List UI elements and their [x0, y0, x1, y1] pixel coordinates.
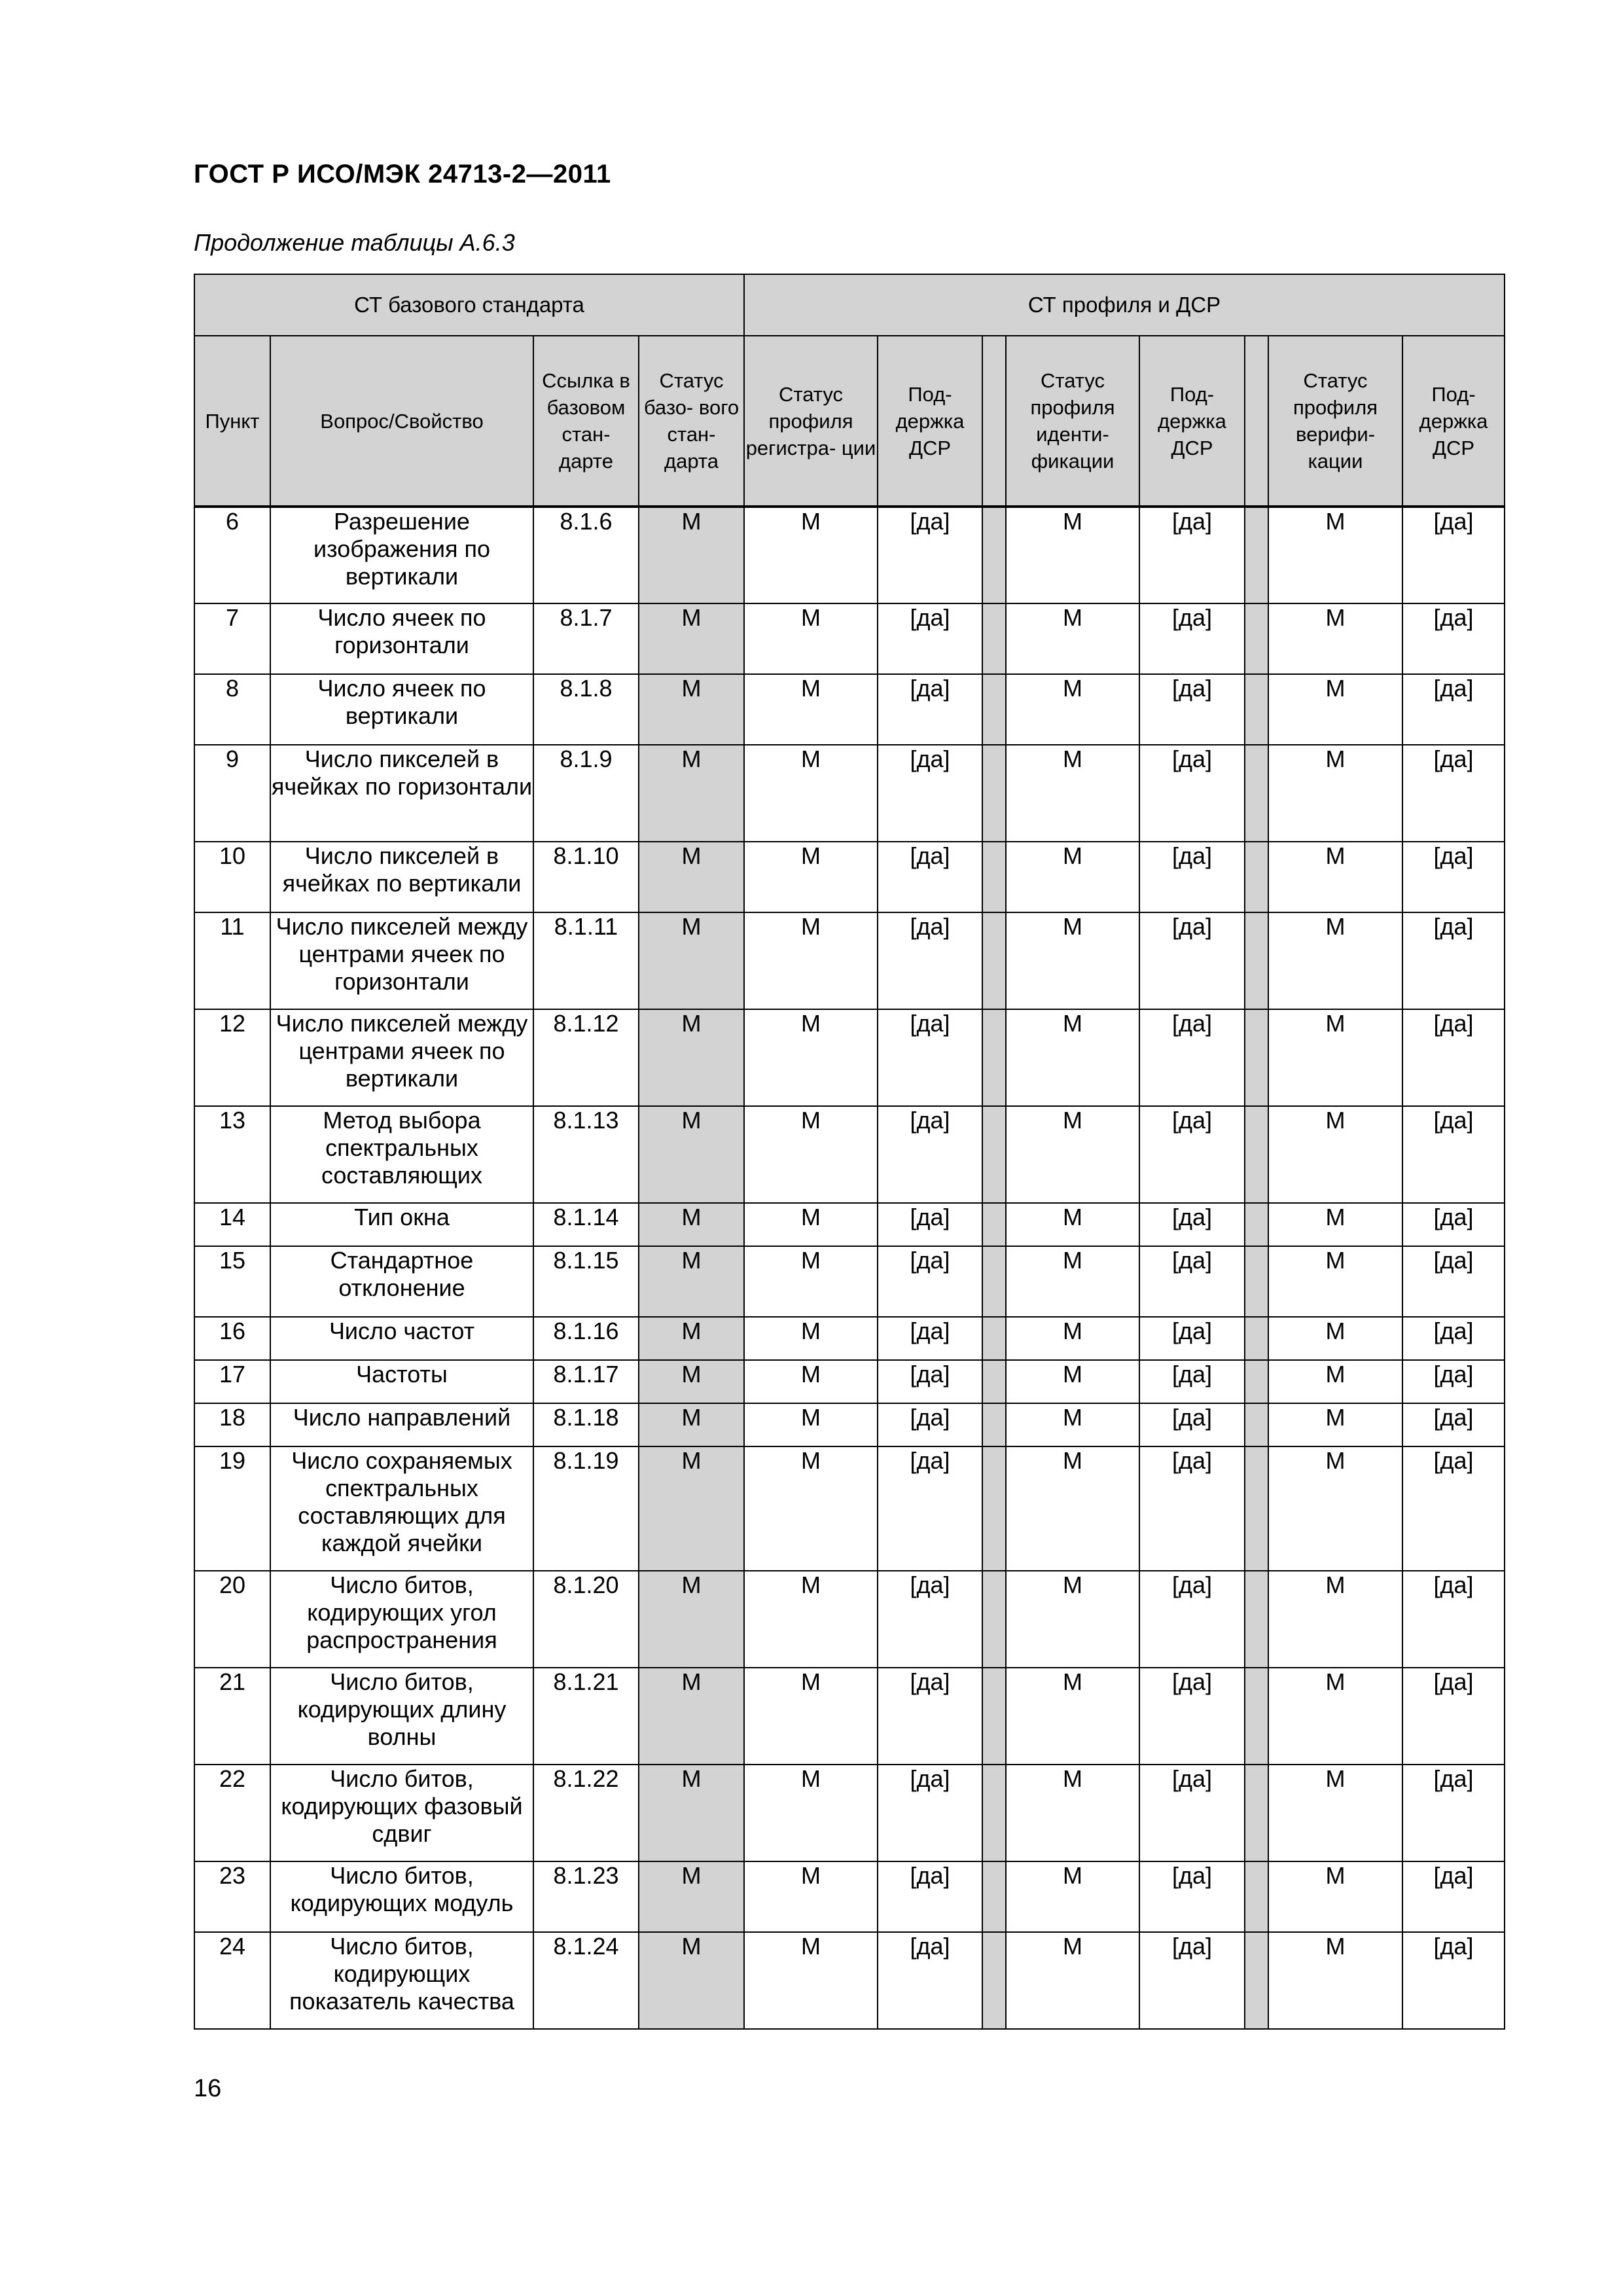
cell-separator	[982, 1861, 1006, 1932]
cell-separator	[982, 1932, 1006, 2029]
cell-ver-status: М	[1268, 1246, 1402, 1317]
cell-item: 20	[194, 1571, 270, 1668]
cell-separator	[982, 1106, 1006, 1203]
cell-id-status: М	[1006, 1403, 1139, 1446]
cell-separator	[1245, 674, 1268, 745]
cell-id-support: [да]	[1139, 1360, 1245, 1403]
cell-id-support: [да]	[1139, 1106, 1245, 1203]
cell-question: Число направлений	[270, 1403, 533, 1446]
cell-reg-status: М	[744, 1106, 878, 1203]
cell-reg-status: М	[744, 1009, 878, 1106]
cell-reg-status: М	[744, 1246, 878, 1317]
cell-base-status: М	[639, 842, 744, 912]
table-row	[194, 912, 1505, 1009]
cell-ver-support: [да]	[1402, 1106, 1505, 1203]
cell-reg-support: [да]	[878, 1009, 982, 1106]
cell-reference: 8.1.24	[533, 1932, 639, 2029]
table-row	[194, 1403, 1505, 1446]
table-row	[194, 1009, 1505, 1106]
col-header-item: Пункт	[194, 336, 270, 507]
table-row	[194, 674, 1505, 745]
cell-id-support: [да]	[1139, 1203, 1245, 1246]
cell-base-status: М	[639, 674, 744, 745]
cell-separator	[982, 745, 1006, 842]
cell-ver-status: М	[1268, 1360, 1402, 1403]
cell-reg-support: [да]	[878, 745, 982, 842]
cell-id-status: М	[1006, 1246, 1139, 1317]
cell-reference: 8.1.16	[533, 1317, 639, 1360]
table-row	[194, 1765, 1505, 1861]
cell-item: 24	[194, 1932, 270, 2029]
cell-id-status: М	[1006, 1765, 1139, 1861]
col-header-question: Вопрос/Свойство	[270, 336, 533, 507]
cell-reg-support: [да]	[878, 507, 982, 603]
cell-ver-support: [да]	[1402, 842, 1505, 912]
cell-item: 21	[194, 1668, 270, 1765]
cell-ver-support: [да]	[1402, 745, 1505, 842]
cell-item: 22	[194, 1765, 270, 1861]
cell-reg-support: [да]	[878, 1932, 982, 2029]
cell-item: 16	[194, 1317, 270, 1360]
cell-id-status: М	[1006, 1360, 1139, 1403]
col-header-reg-support: Под- держка ДСР	[878, 336, 982, 507]
cell-question: Число битов, кодирующих фазовый сдвиг	[270, 1765, 533, 1861]
cell-id-status: М	[1006, 1446, 1139, 1571]
cell-question: Число ячеек по вертикали	[270, 674, 533, 745]
cell-reg-status: М	[744, 1360, 878, 1403]
cell-separator	[1245, 1571, 1268, 1668]
cell-id-status: М	[1006, 912, 1139, 1009]
cell-id-support: [да]	[1139, 603, 1245, 674]
cell-base-status: М	[639, 1765, 744, 1861]
group-header-profile: СТ профиля и ДСР	[744, 274, 1505, 336]
cell-reg-support: [да]	[878, 603, 982, 674]
col-separator	[982, 336, 1006, 507]
cell-question: Число битов, кодирующих угол распространения	[270, 1571, 533, 1668]
table-body	[194, 507, 1505, 2029]
col-header-reg-status: Статус профиля регистра- ции	[744, 336, 878, 507]
cell-base-status: М	[639, 912, 744, 1009]
cell-separator	[982, 1446, 1006, 1571]
cell-id-support: [да]	[1139, 674, 1245, 745]
cell-ver-support: [да]	[1402, 1668, 1505, 1765]
cell-base-status: М	[639, 1668, 744, 1765]
cell-reg-support: [да]	[878, 1106, 982, 1203]
cell-reference: 8.1.21	[533, 1668, 639, 1765]
cell-reference: 8.1.15	[533, 1246, 639, 1317]
col-header-ver-status: Статус профиля верифи- кации	[1268, 336, 1402, 507]
cell-separator	[1245, 1403, 1268, 1446]
cell-reference: 8.1.7	[533, 603, 639, 674]
col-header-base-status: Статус базо- вого стан- дарта	[639, 336, 744, 507]
cell-id-status: М	[1006, 1203, 1139, 1246]
col-header-id-status: Статус профиля иденти- фикации	[1006, 336, 1139, 507]
cell-base-status: М	[639, 1861, 744, 1932]
cell-separator	[982, 674, 1006, 745]
cell-ver-status: М	[1268, 1106, 1402, 1203]
cell-id-support: [да]	[1139, 1246, 1245, 1317]
cell-reg-status: М	[744, 1932, 878, 2029]
cell-item: 9	[194, 745, 270, 842]
cell-item: 12	[194, 1009, 270, 1106]
cell-reference: 8.1.22	[533, 1765, 639, 1861]
cell-ver-status: М	[1268, 674, 1402, 745]
table-row	[194, 1106, 1505, 1203]
cell-reference: 8.1.20	[533, 1571, 639, 1668]
cell-reg-status: М	[744, 912, 878, 1009]
cell-ver-support: [да]	[1402, 1571, 1505, 1668]
cell-base-status: М	[639, 1932, 744, 2029]
cell-id-support: [да]	[1139, 1668, 1245, 1765]
cell-base-status: М	[639, 507, 744, 603]
cell-question: Разрешение изображения по вертикали	[270, 507, 533, 603]
cell-separator	[1245, 1246, 1268, 1317]
cell-id-status: М	[1006, 745, 1139, 842]
cell-item: 19	[194, 1446, 270, 1571]
cell-reference: 8.1.23	[533, 1861, 639, 1932]
cell-id-status: М	[1006, 1009, 1139, 1106]
cell-item: 17	[194, 1360, 270, 1403]
cell-question: Число пикселей в ячейках по вертикали	[270, 842, 533, 912]
cell-id-status: М	[1006, 1932, 1139, 2029]
cell-question: Число ячеек по горизонтали	[270, 603, 533, 674]
cell-separator	[982, 842, 1006, 912]
cell-ver-support: [да]	[1402, 603, 1505, 674]
group-header-base: СТ базового стандарта	[194, 274, 744, 336]
cell-id-status: М	[1006, 674, 1139, 745]
cell-ver-support: [да]	[1402, 1932, 1505, 2029]
table-row	[194, 745, 1505, 842]
cell-ver-status: М	[1268, 1009, 1402, 1106]
cell-item: 23	[194, 1861, 270, 1932]
cell-question: Число битов, кодирующих длину волны	[270, 1668, 533, 1765]
cell-question: Стандартное отклонение	[270, 1246, 533, 1317]
cell-reg-support: [да]	[878, 842, 982, 912]
cell-base-status: М	[639, 1446, 744, 1571]
table-row	[194, 603, 1505, 674]
cell-reference: 8.1.12	[533, 1009, 639, 1106]
cell-reg-status: М	[744, 1571, 878, 1668]
cell-reference: 8.1.6	[533, 507, 639, 603]
cell-reference: 8.1.10	[533, 842, 639, 912]
cell-question: Число частот	[270, 1317, 533, 1360]
cell-ver-support: [да]	[1402, 1246, 1505, 1317]
table-row	[194, 1360, 1505, 1403]
cell-id-support: [да]	[1139, 1009, 1245, 1106]
cell-ver-status: М	[1268, 1203, 1402, 1246]
cell-separator	[1245, 1668, 1268, 1765]
cell-separator	[982, 1403, 1006, 1446]
cell-id-support: [да]	[1139, 1932, 1245, 2029]
cell-separator	[982, 1009, 1006, 1106]
cell-separator	[982, 1668, 1006, 1765]
cell-reg-support: [да]	[878, 1446, 982, 1571]
cell-reg-support: [да]	[878, 1203, 982, 1246]
table-row	[194, 1861, 1505, 1932]
cell-question: Метод выбора спектральных составляющих	[270, 1106, 533, 1203]
column-header-row	[194, 336, 1505, 507]
cell-ver-status: М	[1268, 1765, 1402, 1861]
cell-item: 18	[194, 1403, 270, 1446]
cell-question: Число битов, кодирующих модуль	[270, 1861, 533, 1932]
cell-base-status: М	[639, 1571, 744, 1668]
cell-separator	[982, 1246, 1006, 1317]
cell-separator	[982, 507, 1006, 603]
cell-reference: 8.1.19	[533, 1446, 639, 1571]
cell-separator	[982, 1571, 1006, 1668]
cell-separator	[1245, 1203, 1268, 1246]
cell-reg-support: [да]	[878, 1360, 982, 1403]
cell-ver-status: М	[1268, 912, 1402, 1009]
cell-ver-status: М	[1268, 1446, 1402, 1571]
table-row	[194, 1668, 1505, 1765]
cell-reference: 8.1.11	[533, 912, 639, 1009]
cell-question: Частоты	[270, 1360, 533, 1403]
cell-separator	[1245, 507, 1268, 603]
cell-reg-support: [да]	[878, 674, 982, 745]
cell-separator	[1245, 603, 1268, 674]
cell-reg-status: М	[744, 507, 878, 603]
cell-question: Число пикселей в ячейках по горизонтали	[270, 745, 533, 842]
cell-separator	[982, 1203, 1006, 1246]
cell-reg-status: М	[744, 1446, 878, 1571]
cell-separator	[1245, 1765, 1268, 1861]
table-row	[194, 1446, 1505, 1571]
cell-separator	[982, 1360, 1006, 1403]
cell-ver-status: М	[1268, 507, 1402, 603]
cell-separator	[982, 1317, 1006, 1360]
cell-separator	[1245, 1932, 1268, 2029]
cell-separator	[1245, 1360, 1268, 1403]
cell-item: 10	[194, 842, 270, 912]
cell-reg-status: М	[744, 1203, 878, 1246]
cell-question: Тип окна	[270, 1203, 533, 1246]
cell-reference: 8.1.14	[533, 1203, 639, 1246]
cell-ver-status: М	[1268, 745, 1402, 842]
cell-item: 15	[194, 1246, 270, 1317]
cell-ver-support: [да]	[1402, 1403, 1505, 1446]
cell-item: 11	[194, 912, 270, 1009]
cell-ver-status: М	[1268, 1317, 1402, 1360]
table-row	[194, 1571, 1505, 1668]
cell-ver-status: М	[1268, 1932, 1402, 2029]
cell-reg-support: [да]	[878, 1571, 982, 1668]
table-row	[194, 842, 1505, 912]
cell-reg-status: М	[744, 745, 878, 842]
cell-reg-support: [да]	[878, 1246, 982, 1317]
cell-ver-status: М	[1268, 1403, 1402, 1446]
cell-item: 7	[194, 603, 270, 674]
cell-ver-support: [да]	[1402, 1765, 1505, 1861]
cell-ver-support: [да]	[1402, 1203, 1505, 1246]
cell-reference: 8.1.9	[533, 745, 639, 842]
cell-reference: 8.1.17	[533, 1360, 639, 1403]
col-separator	[1245, 336, 1268, 507]
cell-separator	[982, 1765, 1006, 1861]
cell-id-support: [да]	[1139, 1317, 1245, 1360]
cell-question: Число пикселей между центрами ячеек по вертикали	[270, 1009, 533, 1106]
table-row	[194, 1203, 1505, 1246]
col-header-id-support: Под- держка ДСР	[1139, 336, 1245, 507]
cell-reg-support: [да]	[878, 912, 982, 1009]
cell-separator	[1245, 1861, 1268, 1932]
cell-id-support: [да]	[1139, 1446, 1245, 1571]
cell-question: Число пикселей между центрами ячеек по горизонтали	[270, 912, 533, 1009]
cell-ver-support: [да]	[1402, 507, 1505, 603]
cell-id-status: М	[1006, 1861, 1139, 1932]
cell-separator	[1245, 1446, 1268, 1571]
cell-id-support: [да]	[1139, 745, 1245, 842]
cell-reg-status: М	[744, 1861, 878, 1932]
table-row	[194, 1317, 1505, 1360]
cell-item: 6	[194, 507, 270, 603]
cell-ver-support: [да]	[1402, 1009, 1505, 1106]
cell-base-status: М	[639, 1106, 744, 1203]
cell-id-support: [да]	[1139, 507, 1245, 603]
cell-reg-support: [да]	[878, 1765, 982, 1861]
cell-reg-status: М	[744, 603, 878, 674]
group-header-row	[194, 274, 1505, 336]
col-header-reference: Ссылка в базовом стан- дарте	[533, 336, 639, 507]
cell-id-status: М	[1006, 1571, 1139, 1668]
cell-ver-status: М	[1268, 1668, 1402, 1765]
requirements-table	[194, 274, 1505, 2030]
cell-reg-status: М	[744, 1403, 878, 1446]
cell-reg-support: [да]	[878, 1403, 982, 1446]
cell-ver-status: М	[1268, 1861, 1402, 1932]
cell-ver-status: М	[1268, 603, 1402, 674]
document-title: ГОСТ Р ИСО/МЭК 24713-2—2011	[194, 160, 611, 188]
table-row	[194, 1932, 1505, 2029]
cell-item: 8	[194, 674, 270, 745]
cell-id-status: М	[1006, 842, 1139, 912]
col-header-ver-support: Под- держка ДСР	[1402, 336, 1505, 507]
cell-reg-status: М	[744, 1765, 878, 1861]
cell-ver-support: [да]	[1402, 912, 1505, 1009]
cell-base-status: М	[639, 1203, 744, 1246]
cell-id-support: [да]	[1139, 842, 1245, 912]
cell-reg-support: [да]	[878, 1861, 982, 1932]
cell-separator	[982, 912, 1006, 1009]
cell-separator	[1245, 842, 1268, 912]
cell-base-status: М	[639, 603, 744, 674]
cell-item: 14	[194, 1203, 270, 1246]
cell-base-status: М	[639, 1317, 744, 1360]
cell-reg-support: [да]	[878, 1317, 982, 1360]
cell-reference: 8.1.18	[533, 1403, 639, 1446]
cell-id-support: [да]	[1139, 1403, 1245, 1446]
cell-separator	[1245, 912, 1268, 1009]
cell-reg-status: М	[744, 842, 878, 912]
cell-reg-status: М	[744, 1668, 878, 1765]
cell-separator	[1245, 1106, 1268, 1203]
cell-separator	[1245, 745, 1268, 842]
table-row	[194, 507, 1505, 603]
cell-reg-status: М	[744, 674, 878, 745]
cell-separator	[982, 603, 1006, 674]
cell-base-status: М	[639, 1403, 744, 1446]
cell-id-support: [да]	[1139, 1861, 1245, 1932]
cell-base-status: М	[639, 745, 744, 842]
page-number: 16	[194, 2075, 222, 2102]
cell-id-status: М	[1006, 507, 1139, 603]
cell-id-status: М	[1006, 603, 1139, 674]
cell-id-support: [да]	[1139, 1571, 1245, 1668]
cell-id-support: [да]	[1139, 912, 1245, 1009]
cell-ver-support: [да]	[1402, 1446, 1505, 1571]
cell-ver-support: [да]	[1402, 1861, 1505, 1932]
cell-base-status: М	[639, 1360, 744, 1403]
cell-ver-support: [да]	[1402, 1317, 1505, 1360]
cell-reg-status: М	[744, 1317, 878, 1360]
cell-separator	[1245, 1009, 1268, 1106]
cell-separator	[1245, 1317, 1268, 1360]
cell-question: Число сохраняемых спектральных составляющих для каждой ячейки	[270, 1446, 533, 1571]
cell-reference: 8.1.8	[533, 674, 639, 745]
table-caption: Продолжение таблицы А.6.3	[194, 229, 515, 256]
cell-base-status: М	[639, 1246, 744, 1317]
cell-reference: 8.1.13	[533, 1106, 639, 1203]
cell-ver-support: [да]	[1402, 674, 1505, 745]
cell-ver-status: М	[1268, 1571, 1402, 1668]
cell-base-status: М	[639, 1009, 744, 1106]
table-row	[194, 1246, 1505, 1317]
cell-id-status: М	[1006, 1668, 1139, 1765]
cell-ver-status: М	[1268, 842, 1402, 912]
cell-id-status: М	[1006, 1106, 1139, 1203]
cell-ver-support: [да]	[1402, 1360, 1505, 1403]
cell-id-support: [да]	[1139, 1765, 1245, 1861]
cell-id-status: М	[1006, 1317, 1139, 1360]
cell-question: Число битов, кодирующих показатель качества	[270, 1932, 533, 2029]
cell-reg-support: [да]	[878, 1668, 982, 1765]
cell-item: 13	[194, 1106, 270, 1203]
